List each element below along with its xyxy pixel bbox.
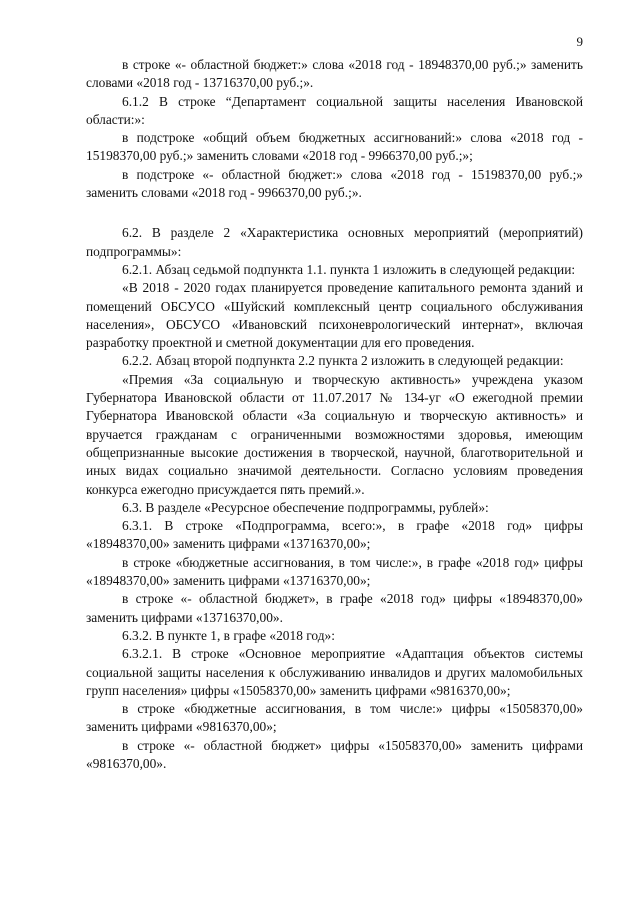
paragraph: в строке «- областной бюджет», в графе «2018 год» цифры «18948370,00» заменить цифрами «13716370,00».: [86, 591, 583, 625]
paragraph: «Премия «За социальную и творческую активность» учреждена указом Губернатора Ивановской области от 11.07.2017 № 134-уг «О ежегодной премии Губернатора Ивановской области «За социальную и творческую активность» и вручается гражданам с ограниченными возможностями здоровья, имеющим общепризнанные высокие достижения в творческой, научной, благотворительной и иных видах социально значимой деятельности. Согласно условиям проведения конкурса ежегодно присуждается пять премий.».: [86, 371, 583, 497]
paragraph: 6.3.2.1. В строке «Основное мероприятие «Адаптация объектов системы социальной защиты населения к обслуживанию инвалидов и других маломобильных групп населения» цифры «15058370,00» заменить цифрами «9816370,00»;: [86, 646, 583, 698]
paragraph: 6.2. В разделе 2 «Характеристика основных мероприятий (мероприятий) подпрограммы»:: [86, 225, 583, 259]
paragraph: 6.3.1. В строке «Подпрограмма, всего:», в графе «2018 год» цифры «18948370,00» заменить цифрами «13716370,00»;: [86, 518, 583, 552]
paragraph: 6.2.1. Абзац седьмой подпункта 1.1. пункта 1 изложить в следующей редакции:: [122, 261, 576, 277]
paragraph: в строке «- областной бюджет» цифры «15058370,00» заменить цифрами «9816370,00».: [86, 737, 583, 771]
paragraph: в подстроке «общий объем бюджетных ассигнований:» слова «2018 год - 15198370,00 руб.;» заменить словами «2018 год - 9966370,00 руб.;»;: [86, 130, 583, 164]
paragraph: 6.2.2. Абзац второй подпункта 2.2 пункта 2 изложить в следующей редакции:: [122, 353, 564, 369]
paragraph: в подстроке «- областной бюджет:» слова «2018 год - 15198370,00 руб.;» заменить словами «2018 год - 9966370,00 руб.;».: [86, 166, 583, 201]
paragraph: 6.1.2 В строке “Департамент социальной защиты населения Ивановской области:»:: [86, 93, 583, 127]
page-number: 9: [576, 34, 583, 49]
paragraph-gap: [86, 202, 583, 224]
paragraph: «В 2018 - 2020 годах планируется проведение капитального ремонта зданий и помещений ОБСУСО «Шуйский комплексный центр социального обслуживания населения», ОБСУСО «Ивановский психоневрологический интернат», включая разработку проектной и сметной документации для его проведения.: [86, 280, 583, 351]
paragraph: в строке «- областной бюджет:» слова «2018 год - 18948370,00 руб.;» заменить словами «2018 год - 13716370,00 руб.;».: [86, 57, 583, 91]
document-body: [86, 56, 583, 773]
paragraph: 6.3.2. В пункте 1, в графе «2018 год»:: [122, 627, 335, 643]
paragraph: в строке «бюджетные ассигнования, в том числе:», в графе «2018 год» цифры «18948370,00» заменить цифрами «13716370,00»;: [86, 554, 583, 589]
paragraph: 6.3. В разделе «Ресурсное обеспечение подпрограммы, рублей»:: [122, 499, 489, 515]
paragraph: в строке «бюджетные ассигнования, в том числе:» цифры «15058370,00» заменить цифрами «9816370,00»;: [86, 701, 583, 735]
